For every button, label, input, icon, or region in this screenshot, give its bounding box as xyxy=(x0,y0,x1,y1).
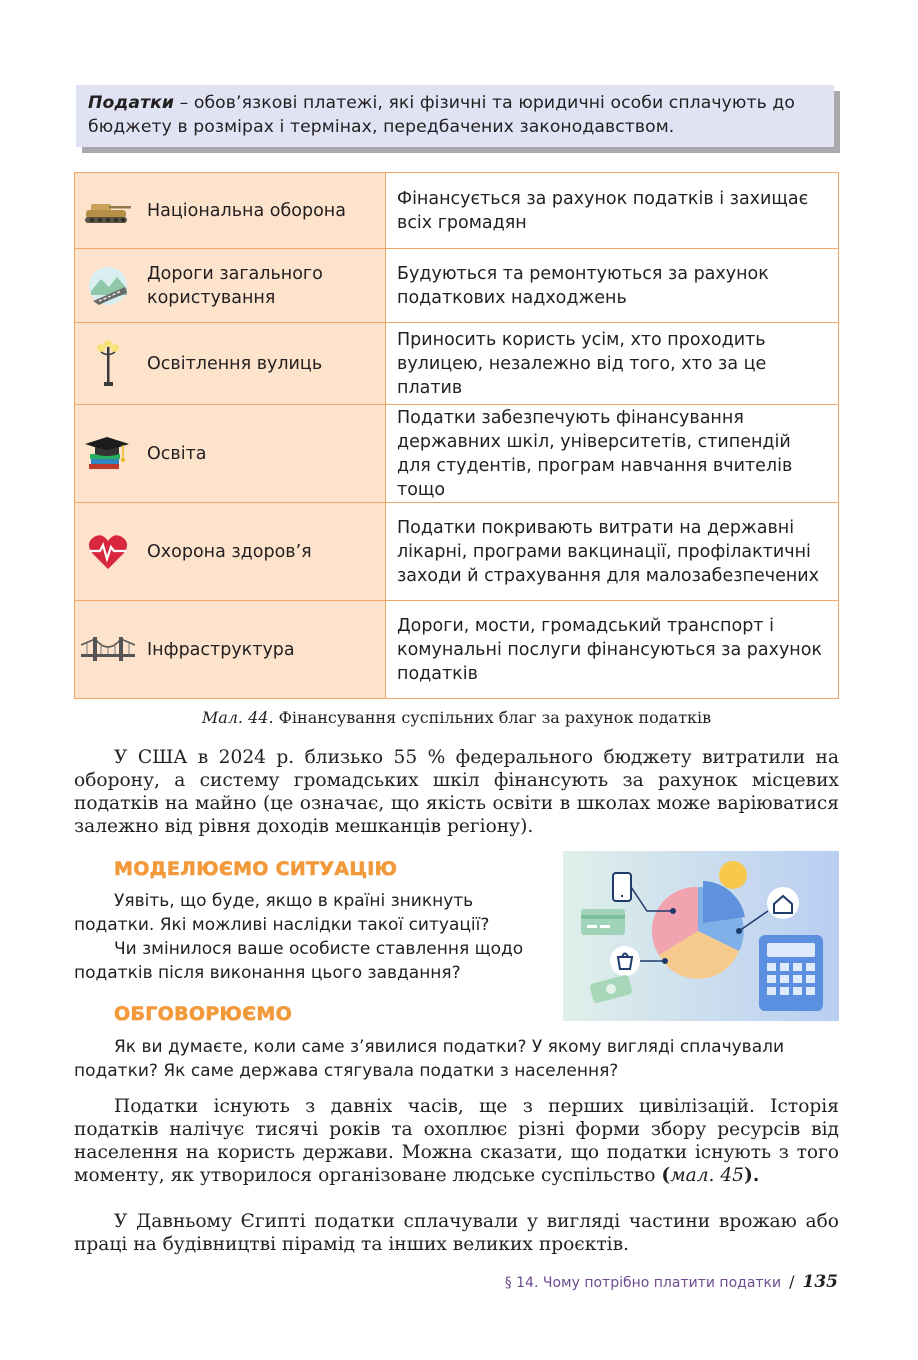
benefit-description: Податки покривають витрати на державні лікарні, програми вакцинації, профілактичні заходи й страхування для малозабезпечених xyxy=(386,503,839,601)
benefit-description: Податки забезпечують фінансування державних шкіл, університетів, стипендій для студентів, програм навчання вчителів тощо xyxy=(386,405,839,503)
street-lamp-icon xyxy=(81,344,135,384)
benefit-name: Освітлення вулиць xyxy=(147,353,323,374)
figure-caption xyxy=(74,708,839,727)
definition-text: – обов’язкові платежі, які фізичні та юридичні особи сплачують до бюджету в розмірах і термінах, передбачених законодавством. xyxy=(88,93,795,137)
history-paragraph-2: У Давньому Єгипті податки сплачували у вигляді частини врожаю або праці на будівництві пірамід та інших великих проєктів. xyxy=(74,1211,839,1255)
tank-icon xyxy=(81,191,135,231)
modeling-paragraph-1: Уявіть, що буде, якщо в країні зникнуть податки. Які можливі наслідки такої ситуації? xyxy=(74,891,490,935)
figure-reference: мал. 45 xyxy=(670,1165,745,1186)
benefit-name: Освіта xyxy=(147,443,207,464)
discussion-heading: ОБГОВОРЮЄМО xyxy=(114,1003,293,1025)
table-row xyxy=(75,249,839,323)
calculator-icon xyxy=(759,935,823,1011)
table-row xyxy=(75,173,839,249)
graduation-cap-icon xyxy=(81,434,135,474)
modeling-paragraph-2: Чи змінилося ваше особисте ставлення щодо податків після виконання цього завдання? xyxy=(74,939,524,983)
benefit-name-cell xyxy=(75,503,386,601)
modeling-heading: МОДЕЛЮЄМО СИТУАЦІЮ xyxy=(114,858,398,880)
finance-illustration xyxy=(563,851,839,1021)
footer-separator: / xyxy=(789,1272,795,1291)
heart-pulse-icon xyxy=(81,532,135,572)
benefit-description: Дороги, мости, громадський транспорт і комунальні послуги фінансуються за рахунок податків xyxy=(386,601,839,699)
figure-ref-open: ( xyxy=(661,1165,671,1186)
history-text: Податки існують з давніх часів, ще з перших цивілізацій. Історія податків налічує тисячі років та охоплює різні форми збору ресурсів від населення на користь держави. Можна сказати, що податки існують з того моменту, як утворилося організоване людське суспільство xyxy=(74,1096,839,1186)
benefit-name: Інфраструктура xyxy=(147,639,295,660)
bridge-icon xyxy=(81,630,135,670)
benefit-name-cell xyxy=(75,173,386,249)
table-row xyxy=(75,503,839,601)
definition-box xyxy=(76,85,834,147)
caption-label: Мал. 44. xyxy=(201,708,274,727)
caption-text: Фінансування суспільних благ за рахунок податків xyxy=(273,708,712,727)
benefit-description: Приносить користь усім, хто проходить вулицею, незалежно від того, хто за це платив xyxy=(386,323,839,405)
paragraph-usa: У США в 2024 р. близько 55 % федерального бюджету витратили на оборону, а систему громадських шкіл фінансують за рахунок місцевих податків на майно (це означає, що якість освіти в школах може варіюватися залежно від рівня доходів мешканців регіону). xyxy=(74,747,839,837)
road-icon xyxy=(81,266,135,306)
benefit-name: Охорона здоров’я xyxy=(147,541,312,562)
table-row xyxy=(75,323,839,405)
history-paragraph-1 xyxy=(74,1095,839,1187)
benefit-name: Національна оборона xyxy=(147,200,346,221)
table-row xyxy=(75,601,839,699)
benefit-name: Дороги загального користування xyxy=(147,263,323,308)
benefit-name-cell xyxy=(75,249,386,323)
benefit-name-cell xyxy=(75,323,386,405)
definition-term: Податки xyxy=(88,93,175,113)
benefit-description: Будуються та ремонтуються за рахунок податкових надходжень xyxy=(386,249,839,323)
page-footer xyxy=(505,1272,838,1292)
figure-ref-close: ). xyxy=(744,1165,760,1186)
benefit-description: Фінансується за рахунок податків і захищає всіх громадян xyxy=(386,173,839,249)
section-title: § 14. Чому потрібно платити податки xyxy=(504,1275,782,1291)
table-row xyxy=(75,405,839,503)
discussion-paragraph: Як ви думаєте, коли саме з’явилися податки? У якому вигляді сплачували податки? Як саме держава стягувала податки з населення? xyxy=(74,1037,785,1081)
page-number: 135 xyxy=(802,1272,838,1292)
benefit-name-cell xyxy=(75,405,386,503)
public-goods-table xyxy=(74,172,839,699)
benefit-name-cell xyxy=(75,601,386,699)
